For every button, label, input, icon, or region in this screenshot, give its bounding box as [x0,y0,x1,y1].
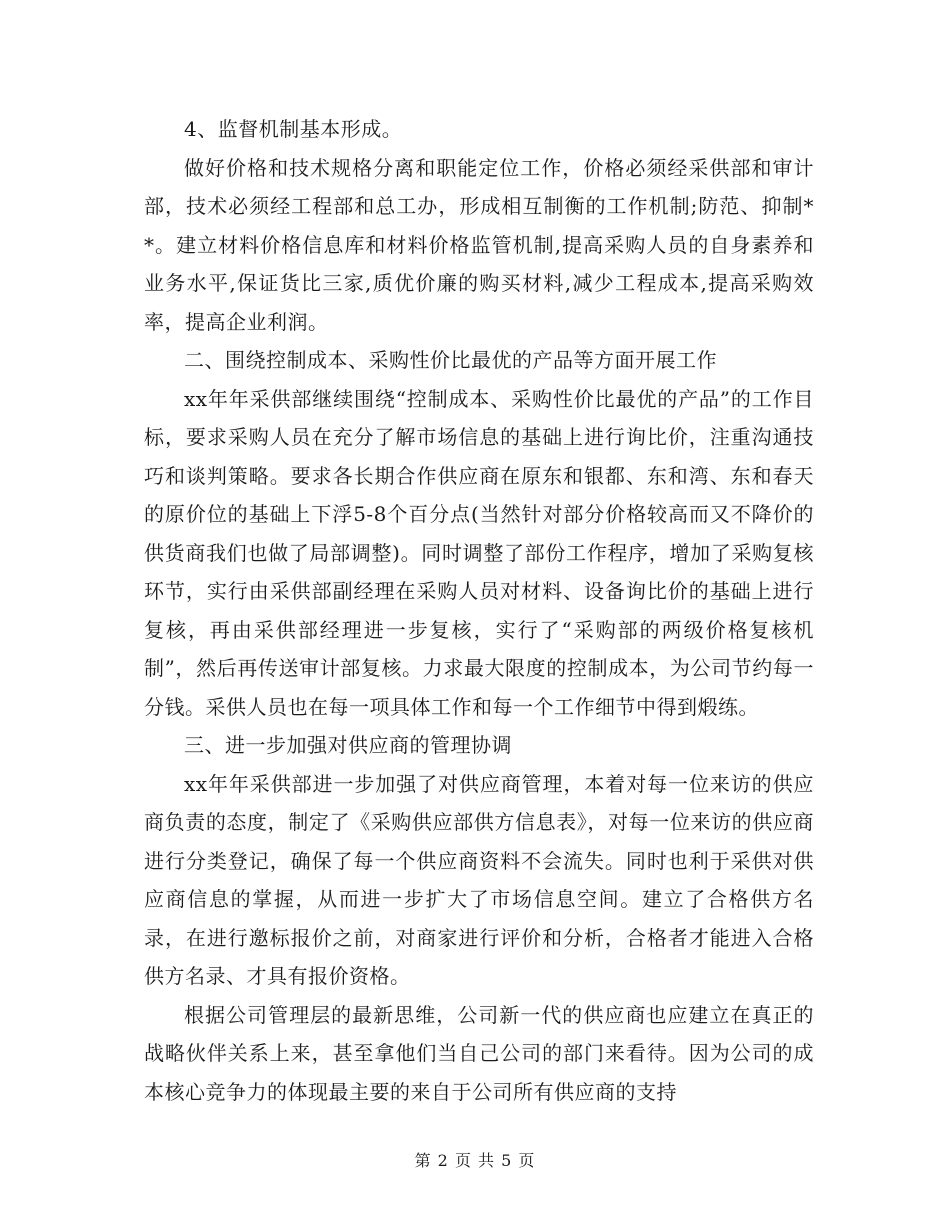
paragraph-supplier-management: xx年年采供部进一步加强了对供应商管理，本着对每一位来访的供应商负责的态度，制定了《采购供应部供方信息表》，对每一位来访的供应商进行分类登记，确保了每一个供应商资料不会流失。同时也利于采供对供应商信息的掌握，从而进一步扩大了市场信息空间。建立了合格供方名录，在进行邀标报价之前，对商家进行评价和分析，合格者才能进入合格供方名录、才具有报价资格。 [144,771,814,988]
paragraph-cost-control: xx年年采供部继续围绕“控制成本、采购性价比最优的产品”的工作目标，要求采购人员在充分了解市场信息的基础上进行询比价，注重沟通技巧和谈判策略。要求各长期合作供应商在原东和银都、东和湾、东和春天的原价位的基础上下浮5-8个百分点(当然针对部分价格较高而又不降价的供货商我们也做了局部调整)。同时调整了部份工作程序，增加了采购复核环节，实行由采供部副经理在采购人员对材料、设备询比价的基础上进行复核，再由采供部经理进一步复核，实行了“采购部的两级价格复核机制”，然后再传送审计部复核。力求最大限度的控制成本，为公司节约每一分钱。采供人员也在每一项具体工作和每一个工作细节中得到煅练。 [144,386,814,719]
page-number-footer: 第 2 页 共 5 页 [414,1151,536,1170]
paragraph-strategic-partnership: 根据公司管理层的最新思维，公司新一代的供应商也应建立在真正的战略伙伴关系上来，甚至拿他们当自己公司的部门来看待。因为公司的成本核心竞争力的体现最主要的来自于公司所有供应商的支持 [144,1002,814,1104]
section-item-heading: 4、监督机制基本形成。 [184,117,403,141]
section-heading-cost-control: 二、围绕控制成本、采购性价比最优的产品等方面开展工作 [184,348,717,372]
paragraph-supervision: 做好价格和技术规格分离和职能定位工作，价格必须经采供部和审计部，技术必须经工程部和总工办，形成相互制衡的工作机制;防范、抑制**。建立材料价格信息库和材料价格监管机制,提高采购人员的自身素养和业务水平,保证货比三家,质优价廉的购买材料,减少工程成本,提高采购效率，提高企业利润。 [144,155,814,334]
document-body [144,110,814,1111]
section-heading-supplier-management: 三、进一步加强对供应商的管理协调 [184,733,512,757]
